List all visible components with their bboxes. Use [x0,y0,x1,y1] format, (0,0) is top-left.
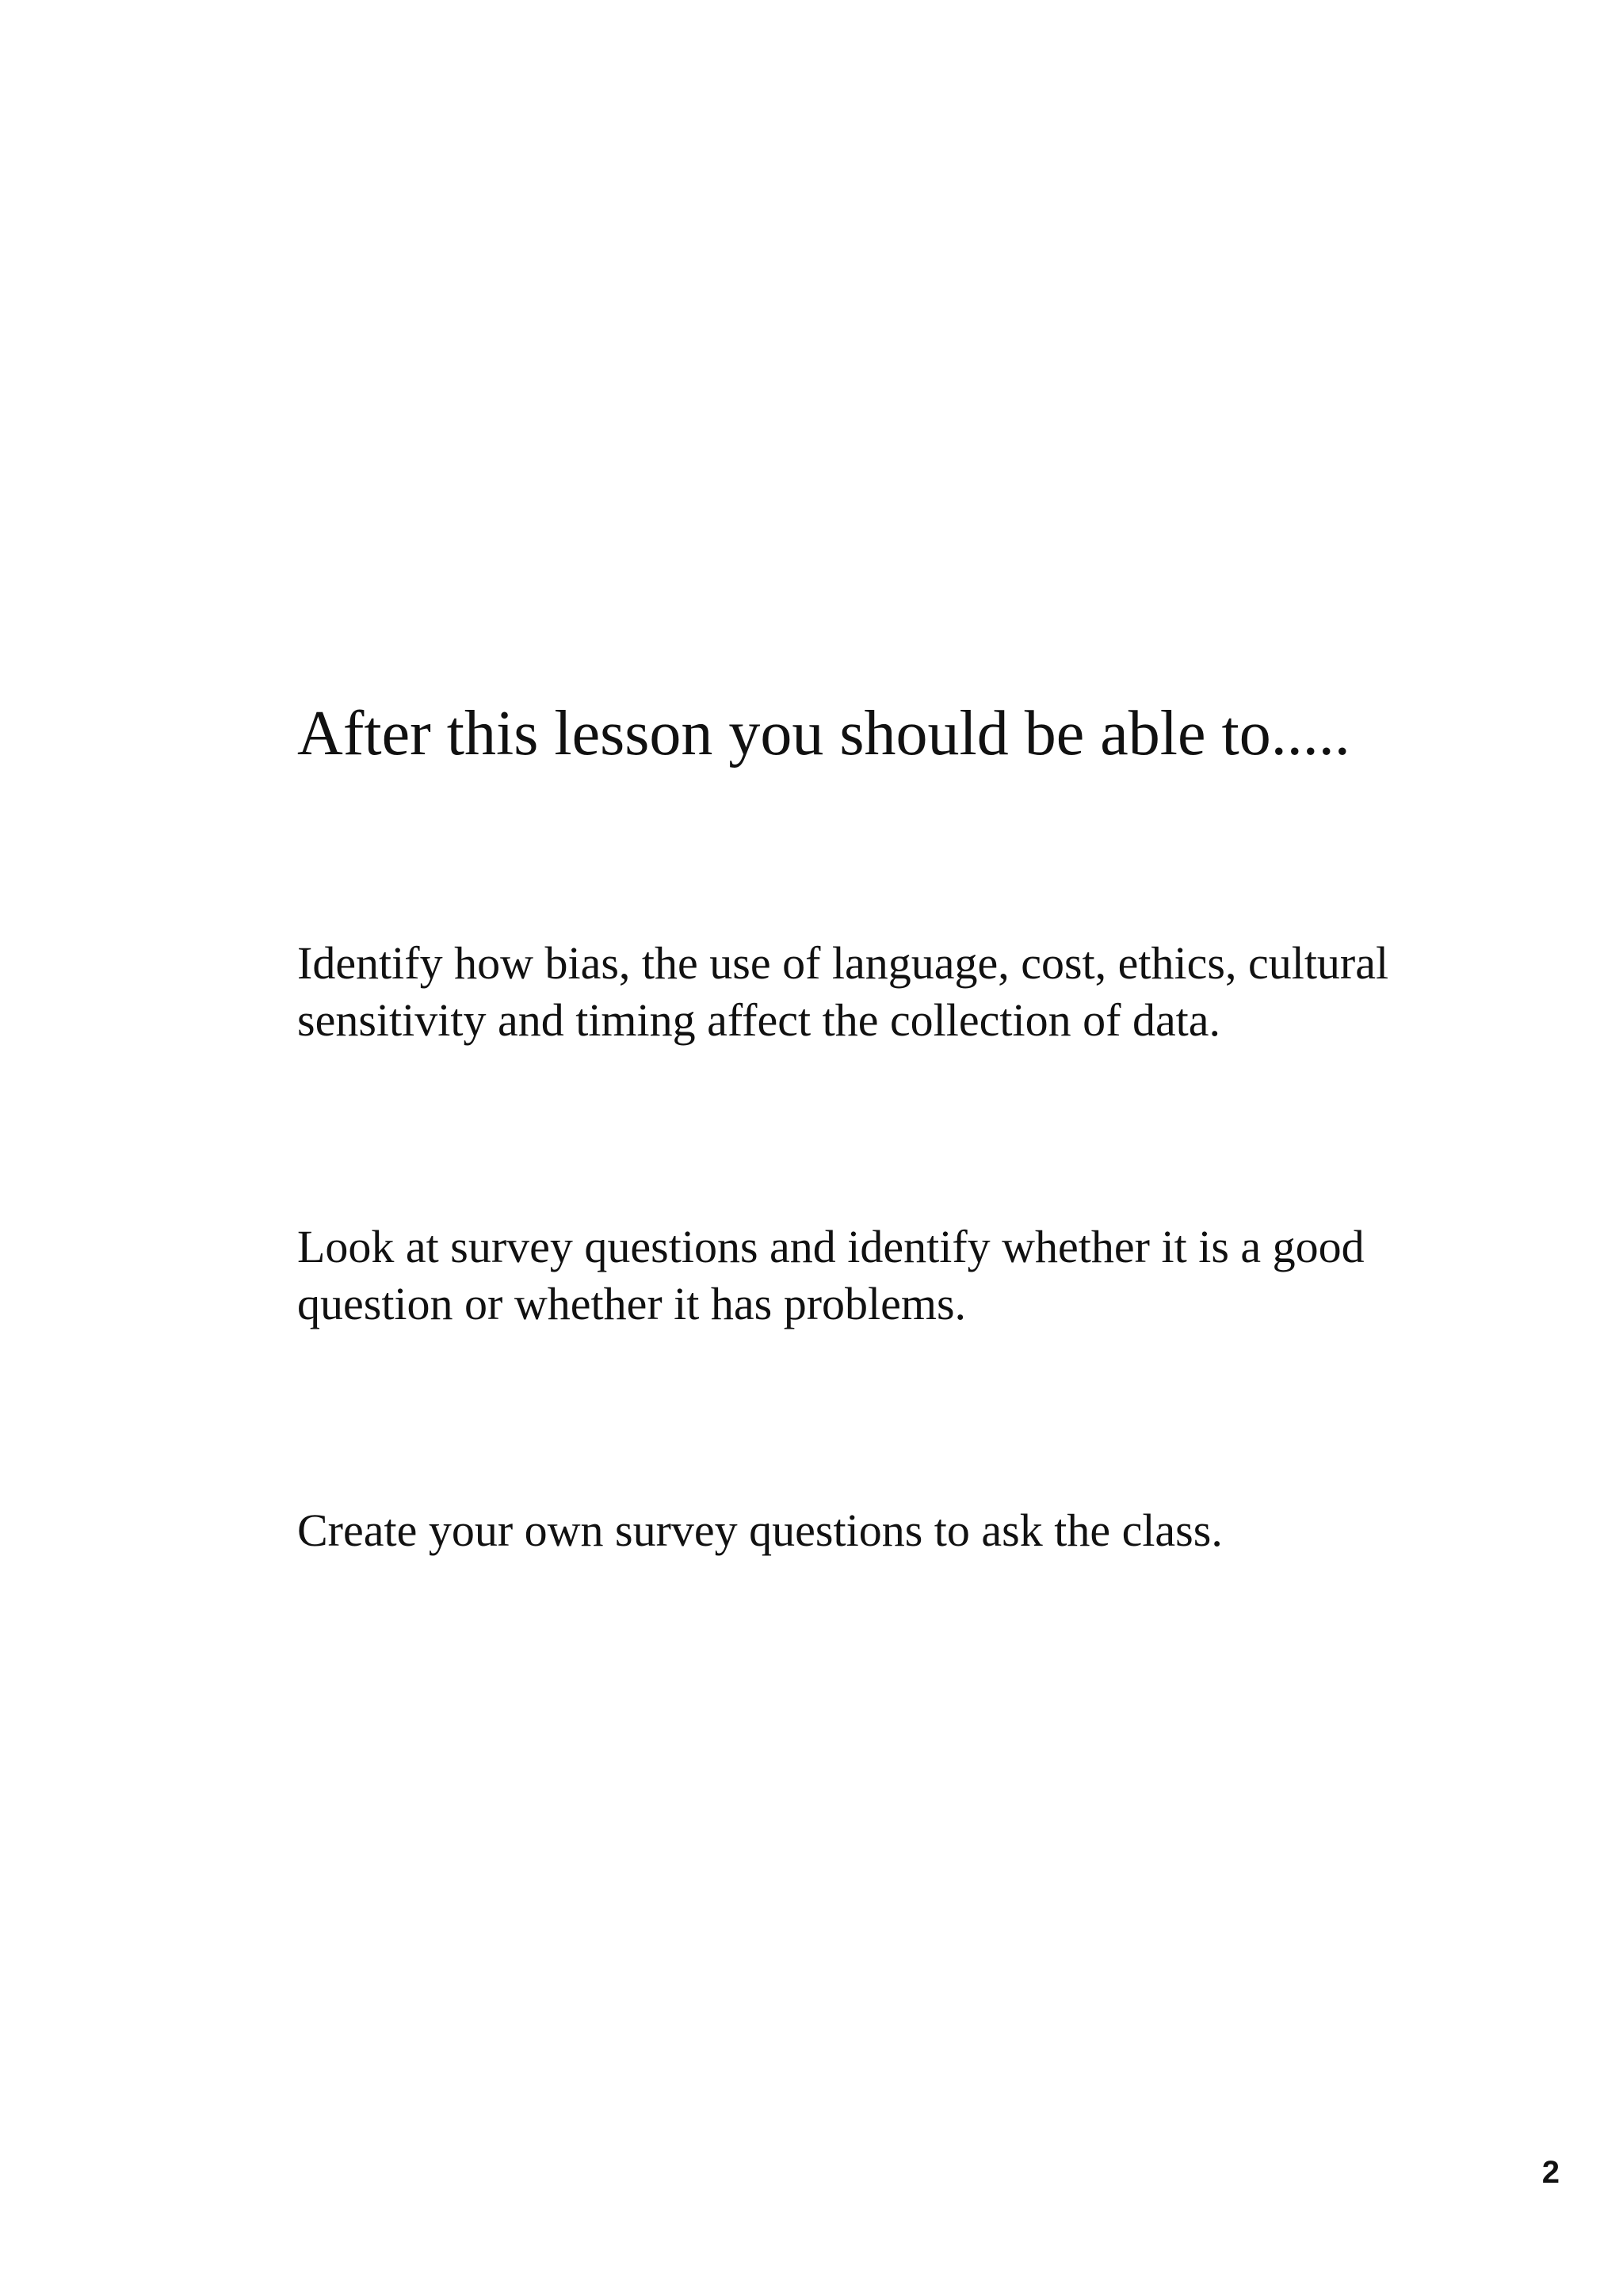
objective-item: Identify how bias, the use of language, cost, ethics, cultural sensitivity and timing affect the collection of data. [297,937,1389,1046]
objective-item: Create your own survey questions to ask the class. [297,1505,1223,1556]
objectives-list [297,935,1423,1559]
page-number: 2 [1541,2155,1560,2190]
objective-item: Look at survey questions and identify whether it is a good question or whether it has problems. [297,1221,1365,1329]
lesson-objectives-section [297,697,1423,1559]
lesson-heading: After this lesson you should be able to..... [297,699,1350,769]
